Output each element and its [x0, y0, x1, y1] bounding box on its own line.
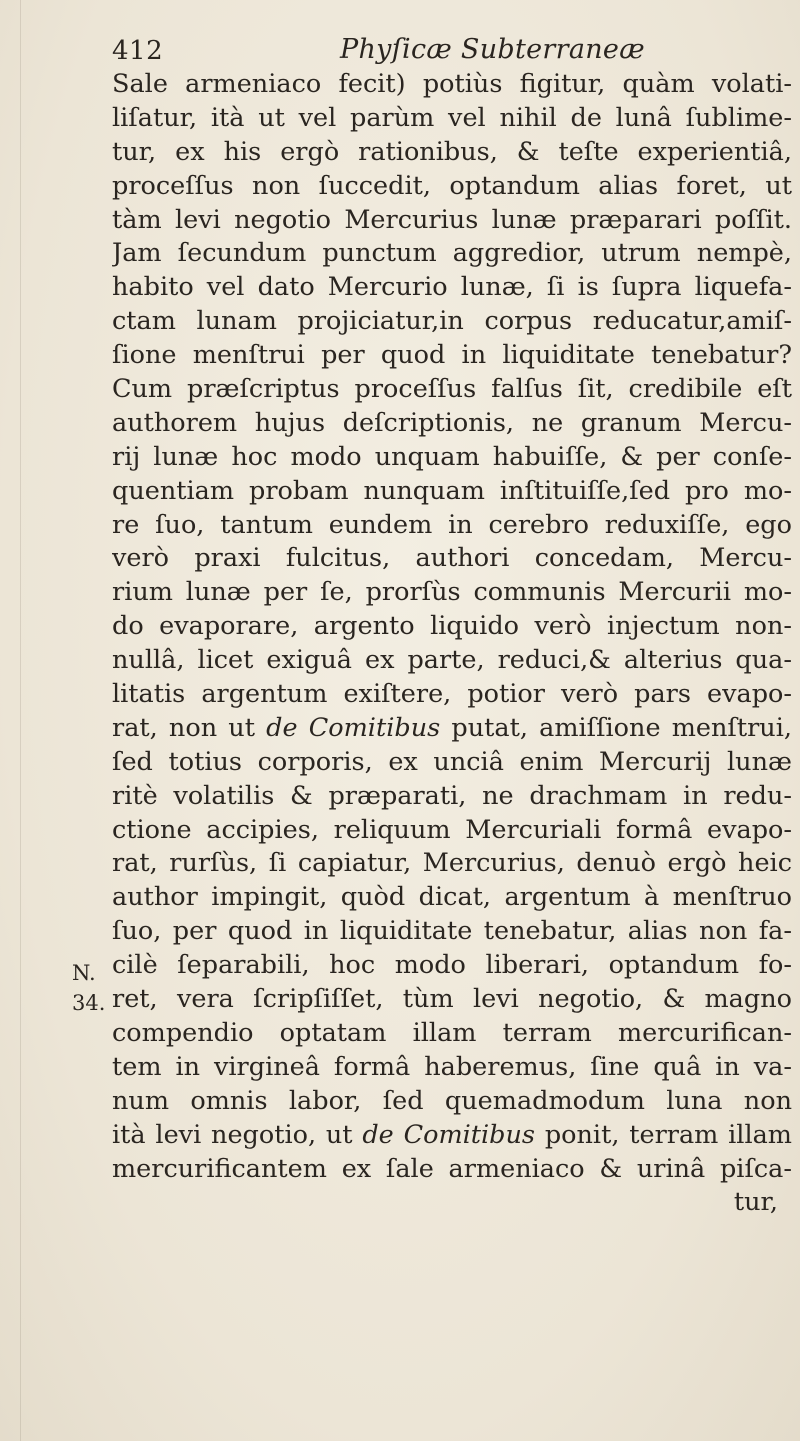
- text-line: Jam ſecundum punctum aggredior, utrum nempè,: [112, 238, 792, 269]
- text-line: habito vel dato Mercurio lunæ, ſi is ſupra liquefa-: [112, 272, 792, 303]
- text-line: num omnis labor, ſed quemadmodum luna non: [112, 1085, 792, 1116]
- text-line: rat, non ut de Comitibus putat, amiſſione menſtrui,: [112, 712, 792, 743]
- text-line: do evaporare, argento liquido verò injectum non-: [112, 611, 792, 642]
- text-line: ſuo, per quod in liquiditate tenebatur, alias non fa-: [112, 916, 792, 947]
- margin-note-line: N.: [72, 961, 96, 985]
- text-line: litatis argentum exiſtere, potior verò pars evapo-: [112, 679, 792, 710]
- text-line: ctione accipies, reliquum Mercuriali formâ evapo-: [112, 814, 792, 845]
- text-line: verò praxi fulcitus, authori concedam, Mercu-: [112, 543, 792, 574]
- margin-note: [72, 958, 106, 1018]
- text-line: Sale armeniaco fecit) potiùs figitur, quàm volati-: [112, 69, 792, 99]
- text-line: ctam lunam projiciatur,in corpus reducatur,amiſ-: [112, 306, 792, 337]
- text-line: quentiam probam nunquam inſtituiſſe,ſed pro mo-: [112, 475, 792, 506]
- running-head: Phyſicæ Subterraneæ: [340, 34, 645, 65]
- text-line: proceſſus non ſuccedit, optandum alias foret, ut: [112, 170, 792, 201]
- margin-note-line: 34.: [72, 991, 106, 1015]
- text-line: author impingit, quòd dicat, argentum à menſtruo: [112, 882, 792, 913]
- page-number: 412: [112, 36, 164, 66]
- text-line: tàm levi negotio Mercurius lunæ præparari poſſit.: [112, 204, 792, 235]
- text-line: ſione menſtrui per quod in liquiditate tenebatur?: [112, 340, 792, 371]
- text-line: ret, vera ſcripſiſſet, tùm levi negotio, & magno: [112, 984, 792, 1015]
- text-line: mercurificantem ex ſale armeniaco & urinâ piſca-: [112, 1153, 792, 1184]
- text-line: Cum præſcriptus proceſſus falſus ſit, credibile eſt: [112, 374, 792, 405]
- text-line: ritè volatilis & præparati, ne drachmam in redu-: [112, 780, 792, 811]
- text-line: authorem hujus deſcriptionis, ne granum Mercu-: [112, 407, 792, 438]
- text-line: rij lunæ hoc modo unquam habuiſſe, & per conſe-: [112, 441, 792, 472]
- text-line: ſed totius corporis, ex unciâ enim Mercurij lunæ: [112, 746, 792, 777]
- text-line: ità levi negotio, ut de Comitibus ponit, terram illam: [112, 1119, 792, 1150]
- text-line: cilè ſeparabili, hoc modo liberari, optandum fo-: [112, 950, 792, 981]
- text-line: rat, rurſùs, ſi capiatur, Mercurius, denuò ergò heic: [112, 848, 792, 879]
- text-line: tur, ex his ergò rationibus, & teſte experientiâ,: [112, 136, 792, 167]
- text-line: nullâ, licet exiguâ ex parte, reduci,& alterius qua-: [112, 645, 792, 676]
- scan-edge-shadow: [20, 0, 21, 1441]
- catchword: tur,: [733, 1187, 778, 1218]
- text-line: tem in virgineâ formâ haberemus, ſine quâ in va-: [112, 1051, 792, 1082]
- text-line: compendio optatam illam terram mercurifican-: [112, 1017, 792, 1048]
- text-line: rium lunæ per ſe, prorſùs communis Mercurii mo-: [112, 577, 792, 608]
- page-header: [112, 20, 772, 68]
- text-line: liſatur, ità ut vel parùm vel nihil de lunâ ſublime-: [112, 102, 792, 133]
- body-text: [112, 68, 792, 1220]
- text-line: re ſuo, tantum eundem in cerebro reduxiſſe, ego: [112, 509, 792, 540]
